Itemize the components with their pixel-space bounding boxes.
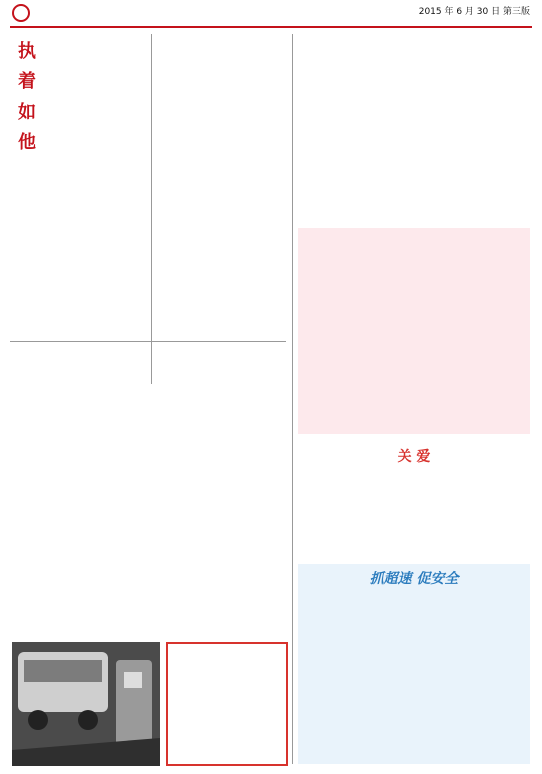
photo-illustration [12,642,160,766]
article-6-title: 关 爱 [397,449,431,465]
masthead [0,0,542,28]
masthead-rule [10,26,532,28]
brand-logo [12,4,30,22]
article-4-col-1 [298,60,412,224]
left-section-rule [10,341,286,342]
article-5-col-2 [420,264,526,428]
center-divider [292,34,293,764]
vertical-title-char: 如 [18,101,36,123]
issue-date [419,6,530,18]
article-1 [50,34,148,156]
article-2 [156,34,284,340]
vertical-title-char: 执 [18,41,36,62]
article-7 [304,590,524,760]
vertical-title-char: 他 [18,131,36,153]
vertical-title [12,40,42,155]
article-6-title-block [298,448,530,464]
article-6 [298,468,530,560]
article-3-title-block [12,352,288,370]
date-text: 2015 年 6 月 30 日 [418,7,501,17]
article-3-col-2 [148,374,288,634]
article-4-title-block [298,32,530,54]
article-7-title: 抓超速 促安全 [369,571,459,587]
article-vertical-title [12,40,42,160]
vertical-title-char: 着 [18,71,36,93]
article-1-cont [12,162,148,332]
page-number: 第三版 [502,7,530,17]
article-3-photo [12,642,160,766]
article-5-col-1 [304,264,412,426]
article-4-col-2 [420,60,530,228]
left-column-divider [151,34,152,384]
article-5-title [298,228,530,234]
photo-caption [166,642,288,766]
